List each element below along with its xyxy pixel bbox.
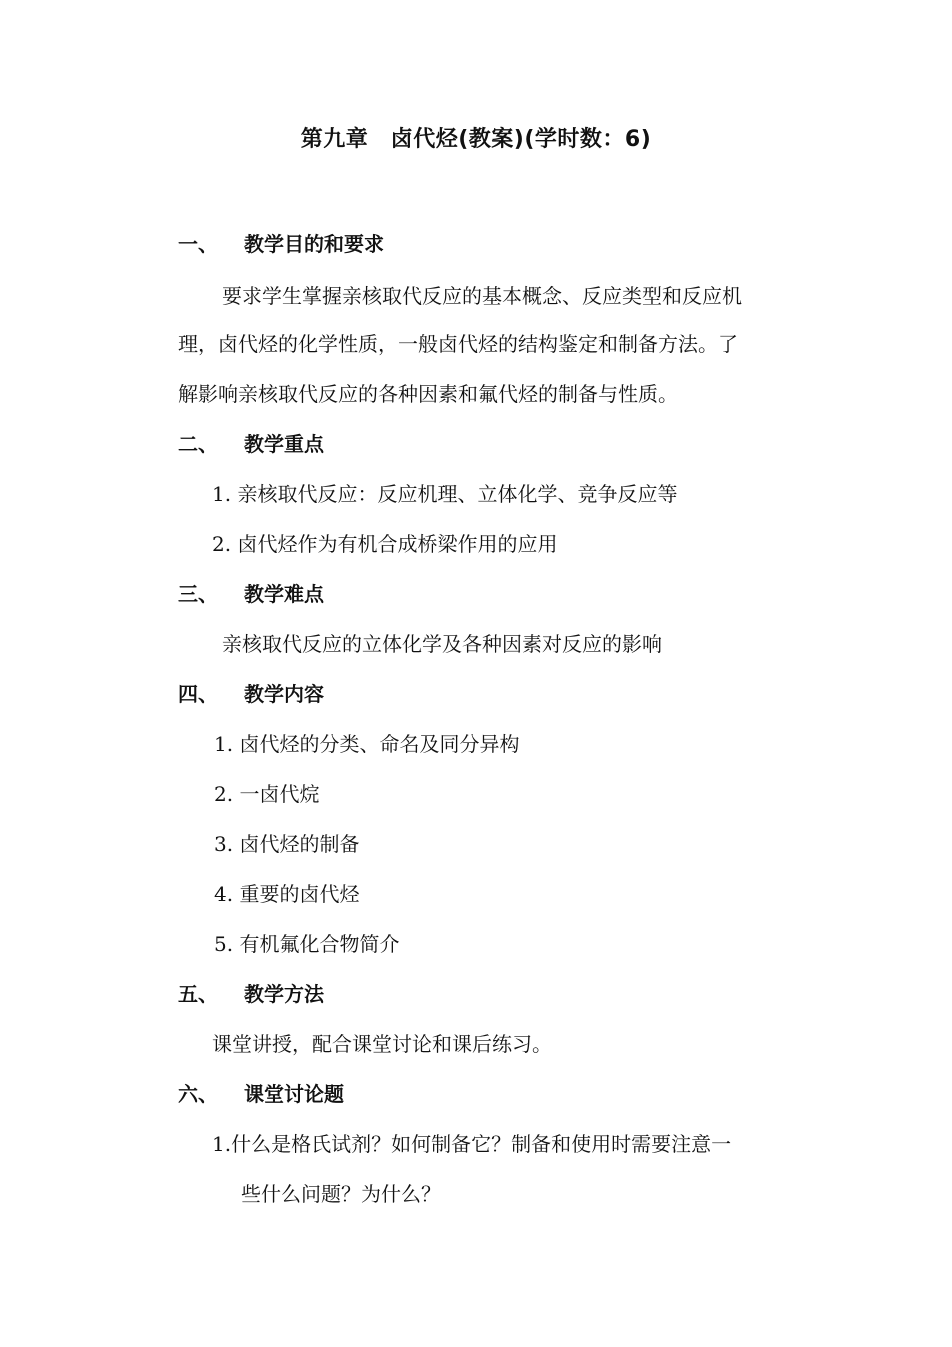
list-item-text: 一卤代烷 (239, 782, 320, 806)
list-item-continuation: 些什么问题？为什么？ (241, 1182, 441, 1206)
list-item-number: 4. (214, 882, 234, 906)
list-item-number: 1. (212, 1132, 232, 1156)
section-number: 一、 (178, 232, 218, 256)
list-item-text: 有机氟化合物简介 (239, 932, 400, 956)
section-heading-1 (178, 228, 384, 257)
list-item (214, 778, 319, 807)
list-item-text: 卤代烃的制备 (239, 832, 360, 856)
section-text: 亲核取代反应的立体化学及各种因素对反应的影响 (222, 632, 662, 656)
section-title: 课堂讨论题 (244, 1082, 344, 1106)
section-title: 教学难点 (244, 582, 324, 606)
list-item-number: 3. (214, 832, 234, 856)
section-heading-3 (178, 578, 324, 607)
list-item (214, 828, 359, 857)
section-number: 五、 (178, 982, 218, 1006)
list-item-text: 卤代烃的分类、命名及同分异构 (239, 732, 520, 756)
section-number: 三、 (178, 582, 218, 606)
section-heading-4 (178, 678, 324, 707)
list-item-text: 重要的卤代烃 (239, 882, 360, 906)
list-item (214, 928, 399, 957)
section-title: 教学方法 (244, 982, 324, 1006)
list-item-number: 1. (212, 482, 232, 506)
list-item-number: 5. (214, 932, 234, 956)
list-item (214, 728, 519, 757)
list-item-text: 亲核取代反应：反应机理、立体化学、竞争反应等 (237, 482, 678, 506)
list-item (212, 528, 557, 557)
section-title: 教学目的和要求 (244, 232, 384, 256)
section-heading-2 (178, 428, 324, 457)
paragraph-line: 要求学生掌握亲核取代反应的基本概念、反应类型和反应机 (222, 284, 742, 308)
paragraph-line: 解影响亲核取代反应的各种因素和氟代烃的制备与性质。 (178, 382, 678, 406)
list-item-number: 2. (212, 532, 232, 556)
section-title: 教学重点 (244, 432, 324, 456)
section-number: 六、 (178, 1082, 218, 1106)
paragraph-line: 理，卤代烃的化学性质，一般卤代烃的结构鉴定和制备方法。了 (178, 332, 738, 356)
section-title: 教学内容 (244, 682, 324, 706)
list-item-text: 卤代烃作为有机合成桥梁作用的应用 (237, 532, 558, 556)
list-item (212, 478, 677, 507)
section-text: 课堂讲授，配合课堂讨论和课后练习。 (212, 1032, 552, 1056)
page-title: 第九章 卤代烃(教案)(学时数：6) (300, 127, 652, 152)
list-item-text: 什么是格氏试剂？如何制备它？制备和使用时需要注意一 (231, 1132, 732, 1156)
section-number: 四、 (178, 682, 218, 706)
list-item-number: 2. (214, 782, 234, 806)
section-heading-6 (178, 1078, 344, 1107)
section-heading-5 (178, 978, 324, 1007)
list-item (212, 1128, 731, 1157)
list-item (214, 878, 359, 907)
section-number: 二、 (178, 432, 218, 456)
list-item-number: 1. (214, 732, 234, 756)
